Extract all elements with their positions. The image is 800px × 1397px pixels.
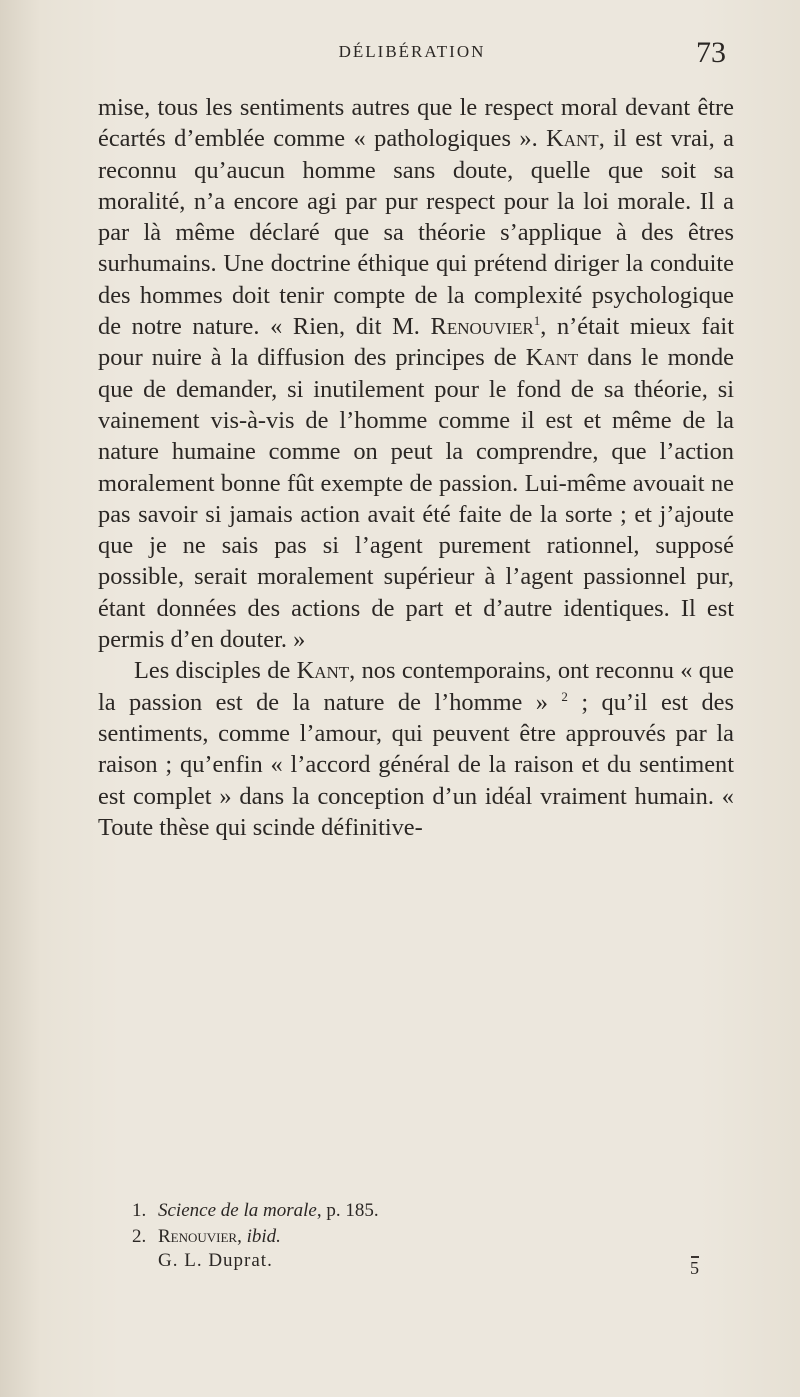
- author-kant: Kant: [296, 657, 350, 685]
- paragraph-2: [98, 655, 734, 843]
- body-text: [98, 92, 734, 843]
- sheet-number: 5: [690, 1258, 699, 1278]
- footnote-ref-2: 2: [561, 688, 568, 704]
- paragraph-2-text-c: ; qu’il est des sentiments, comme l’amour, qui peuvent être approuvés par la raison ; qu’enfin « l’accord général de la raison et du sentiment est complet » dans la conception d’un idéal vraiment humain. « Toute thèse qui scinde définitive-: [98, 688, 734, 841]
- paragraph-1-text-c: , n’était mieux fait pour nuire à la diffusion des principes de: [98, 313, 734, 372]
- footnote-number: 1.: [132, 1200, 147, 1221]
- paragraph-1-text-d: dans le monde que de demander, si inutilement pour le fond de sa théorie, si vainement vis-à-vis de l’homme comme il est et même de la nature humaine comme on peut la comprendre, que l’action moralement bonne fût exempte de passion. Lui-même avouait ne pas savoir si jamais action avait été faite de la sorte ; et j’ajoute que je ne sais pas si l’agent purement rationnel, supposé possible, serait moralement supérieur à l’agent passionnel pur, étant données des actions de part et d’autre identiques. Il est permis d’en douter. »: [98, 344, 734, 654]
- paragraph-2-text-b: , nos contemporains, ont reconnu « que la passion est de la nature de l’homme »: [98, 657, 734, 716]
- footnote-1-title: Science de la morale: [158, 1200, 317, 1221]
- paragraph-1: [98, 92, 734, 655]
- author-kant: Kant: [546, 125, 599, 153]
- footnote-number: 2.: [132, 1226, 147, 1247]
- footnote-ref-1: 1: [533, 312, 541, 328]
- running-title: DÉLIBÉRATION: [338, 42, 486, 61]
- footnote-1-rest: , p. 185.: [316, 1200, 379, 1221]
- author-kant: Kant: [525, 344, 579, 372]
- footnote-2: [132, 1224, 732, 1250]
- paragraph-2-text-a: Les disciples de: [134, 657, 297, 685]
- page-number: 73: [696, 36, 726, 69]
- footnotes: [132, 1198, 732, 1250]
- paragraph-1-text-a: mise, tous les sentiments autres que le respect moral devant être écartés d’emblée comme « pathologiques ».: [98, 94, 734, 153]
- page-header: [92, 36, 732, 96]
- footnote-2-author: Renouvier: [158, 1226, 238, 1247]
- printer-signature: G. L. Duprat.: [158, 1250, 273, 1271]
- footnote-2-ibid: ibid.: [246, 1226, 281, 1247]
- author-renouvier: Renouvier: [430, 313, 534, 341]
- footnote-2-comma: ,: [237, 1226, 247, 1247]
- paragraph-1-text-b: , il est vrai, a reconnu qu’aucun homme sans doute, quelle que soit sa moralité, n’a encore agi par pur respect pour la loi morale. Il a par là même déclaré que sa théorie s’applique à des êtres surhumains. Une doctrine éthique qui prétend diriger la conduite des hommes doit tenir compte de la complexité psychologique de notre nature. « Rien, dit M.: [98, 125, 734, 341]
- footnote-1: [132, 1198, 732, 1224]
